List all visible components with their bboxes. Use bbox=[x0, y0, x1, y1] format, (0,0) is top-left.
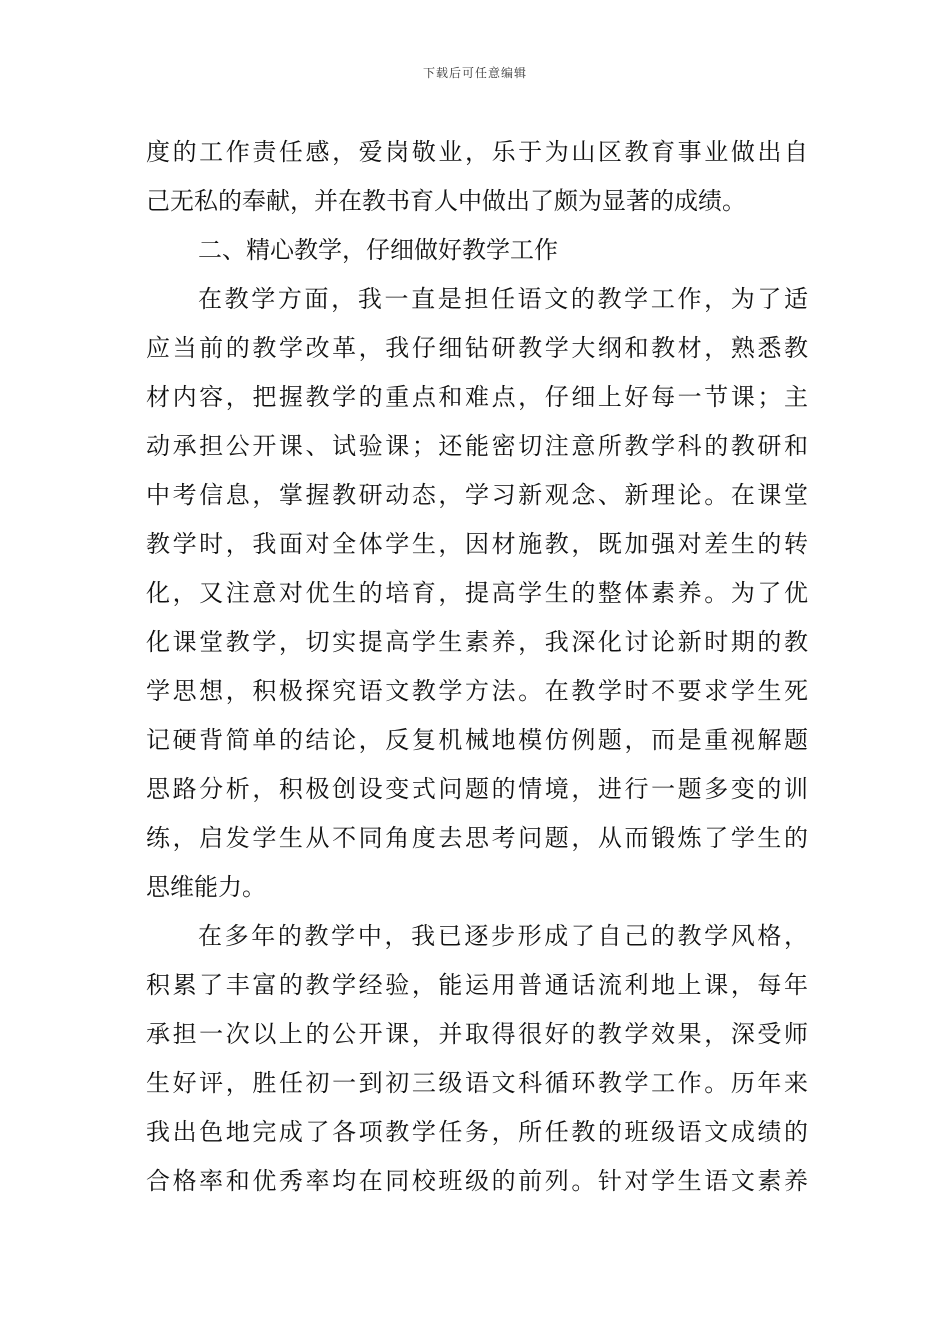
text-line: 中考信息，掌握教研动态，学习新观念、新理论。在课堂 bbox=[146, 481, 808, 509]
text-line: 思路分析，积极创设变式问题的情境，进行一题多变的训 bbox=[146, 775, 808, 803]
text-line: 教学时，我面对全体学生，因材施教，既加强对差生的转 bbox=[146, 530, 808, 558]
text-line: 学思想，积极探究语文教学方法。在教学时不要求学生死 bbox=[146, 677, 808, 705]
text-line: 化课堂教学，切实提高学生素养，我深化讨论新时期的教 bbox=[146, 628, 808, 656]
paragraph-3 bbox=[146, 912, 808, 1206]
text-line: 化，又注意对优生的培育，提高学生的整体素养。为了优 bbox=[146, 579, 808, 607]
text-line: 度的工作责任感，爱岗敬业，乐于为山区教育事业做出自 bbox=[146, 138, 808, 166]
text-line: 动承担公开课、试验课；还能密切注意所教学科的教研和 bbox=[146, 432, 808, 460]
text-line: 己无私的奉献，并在教书育人中做出了颇为显著的成绩。 bbox=[146, 187, 746, 215]
paragraph-1 bbox=[146, 128, 808, 226]
text-line: 在教学方面，我一直是担任语文的教学工作，为了适 bbox=[198, 285, 808, 313]
text-line: 承担一次以上的公开课，并取得很好的教学效果，深受师 bbox=[146, 1020, 808, 1048]
paragraph-2 bbox=[146, 275, 808, 912]
text-line: 材内容，把握教学的重点和难点，仔细上好每一节课；主 bbox=[146, 383, 808, 411]
text-line: 合格率和优秀率均在同校班级的前列。针对学生语文素养 bbox=[146, 1167, 808, 1195]
text-line: 记硬背简单的结论，反复机械地模仿例题，而是重视解题 bbox=[146, 726, 808, 754]
text-line: 生好评，胜任初一到初三级语文科循环教学工作。历年来 bbox=[146, 1069, 808, 1097]
document-body bbox=[146, 128, 808, 1206]
text-line: 练，启发学生从不同角度去思考问题，从而锻炼了学生的 bbox=[146, 824, 808, 852]
text-line: 积累了丰富的教学经验，能运用普通话流利地上课，每年 bbox=[146, 971, 808, 999]
header-note: 下载后可任意编辑 bbox=[422, 66, 527, 80]
heading-line: 二、精心教学，仔细做好教学工作 bbox=[198, 236, 558, 264]
text-line: 应当前的教学改革，我仔细钻研教学大纲和教材，熟悉教 bbox=[146, 334, 808, 362]
text-line: 我出色地完成了各项教学任务，所任教的班级语文成绩的 bbox=[146, 1118, 808, 1146]
text-line: 思维能力。 bbox=[146, 873, 266, 901]
section-heading bbox=[146, 226, 808, 275]
text-line: 在多年的教学中，我已逐步形成了自己的教学风格， bbox=[198, 922, 808, 950]
